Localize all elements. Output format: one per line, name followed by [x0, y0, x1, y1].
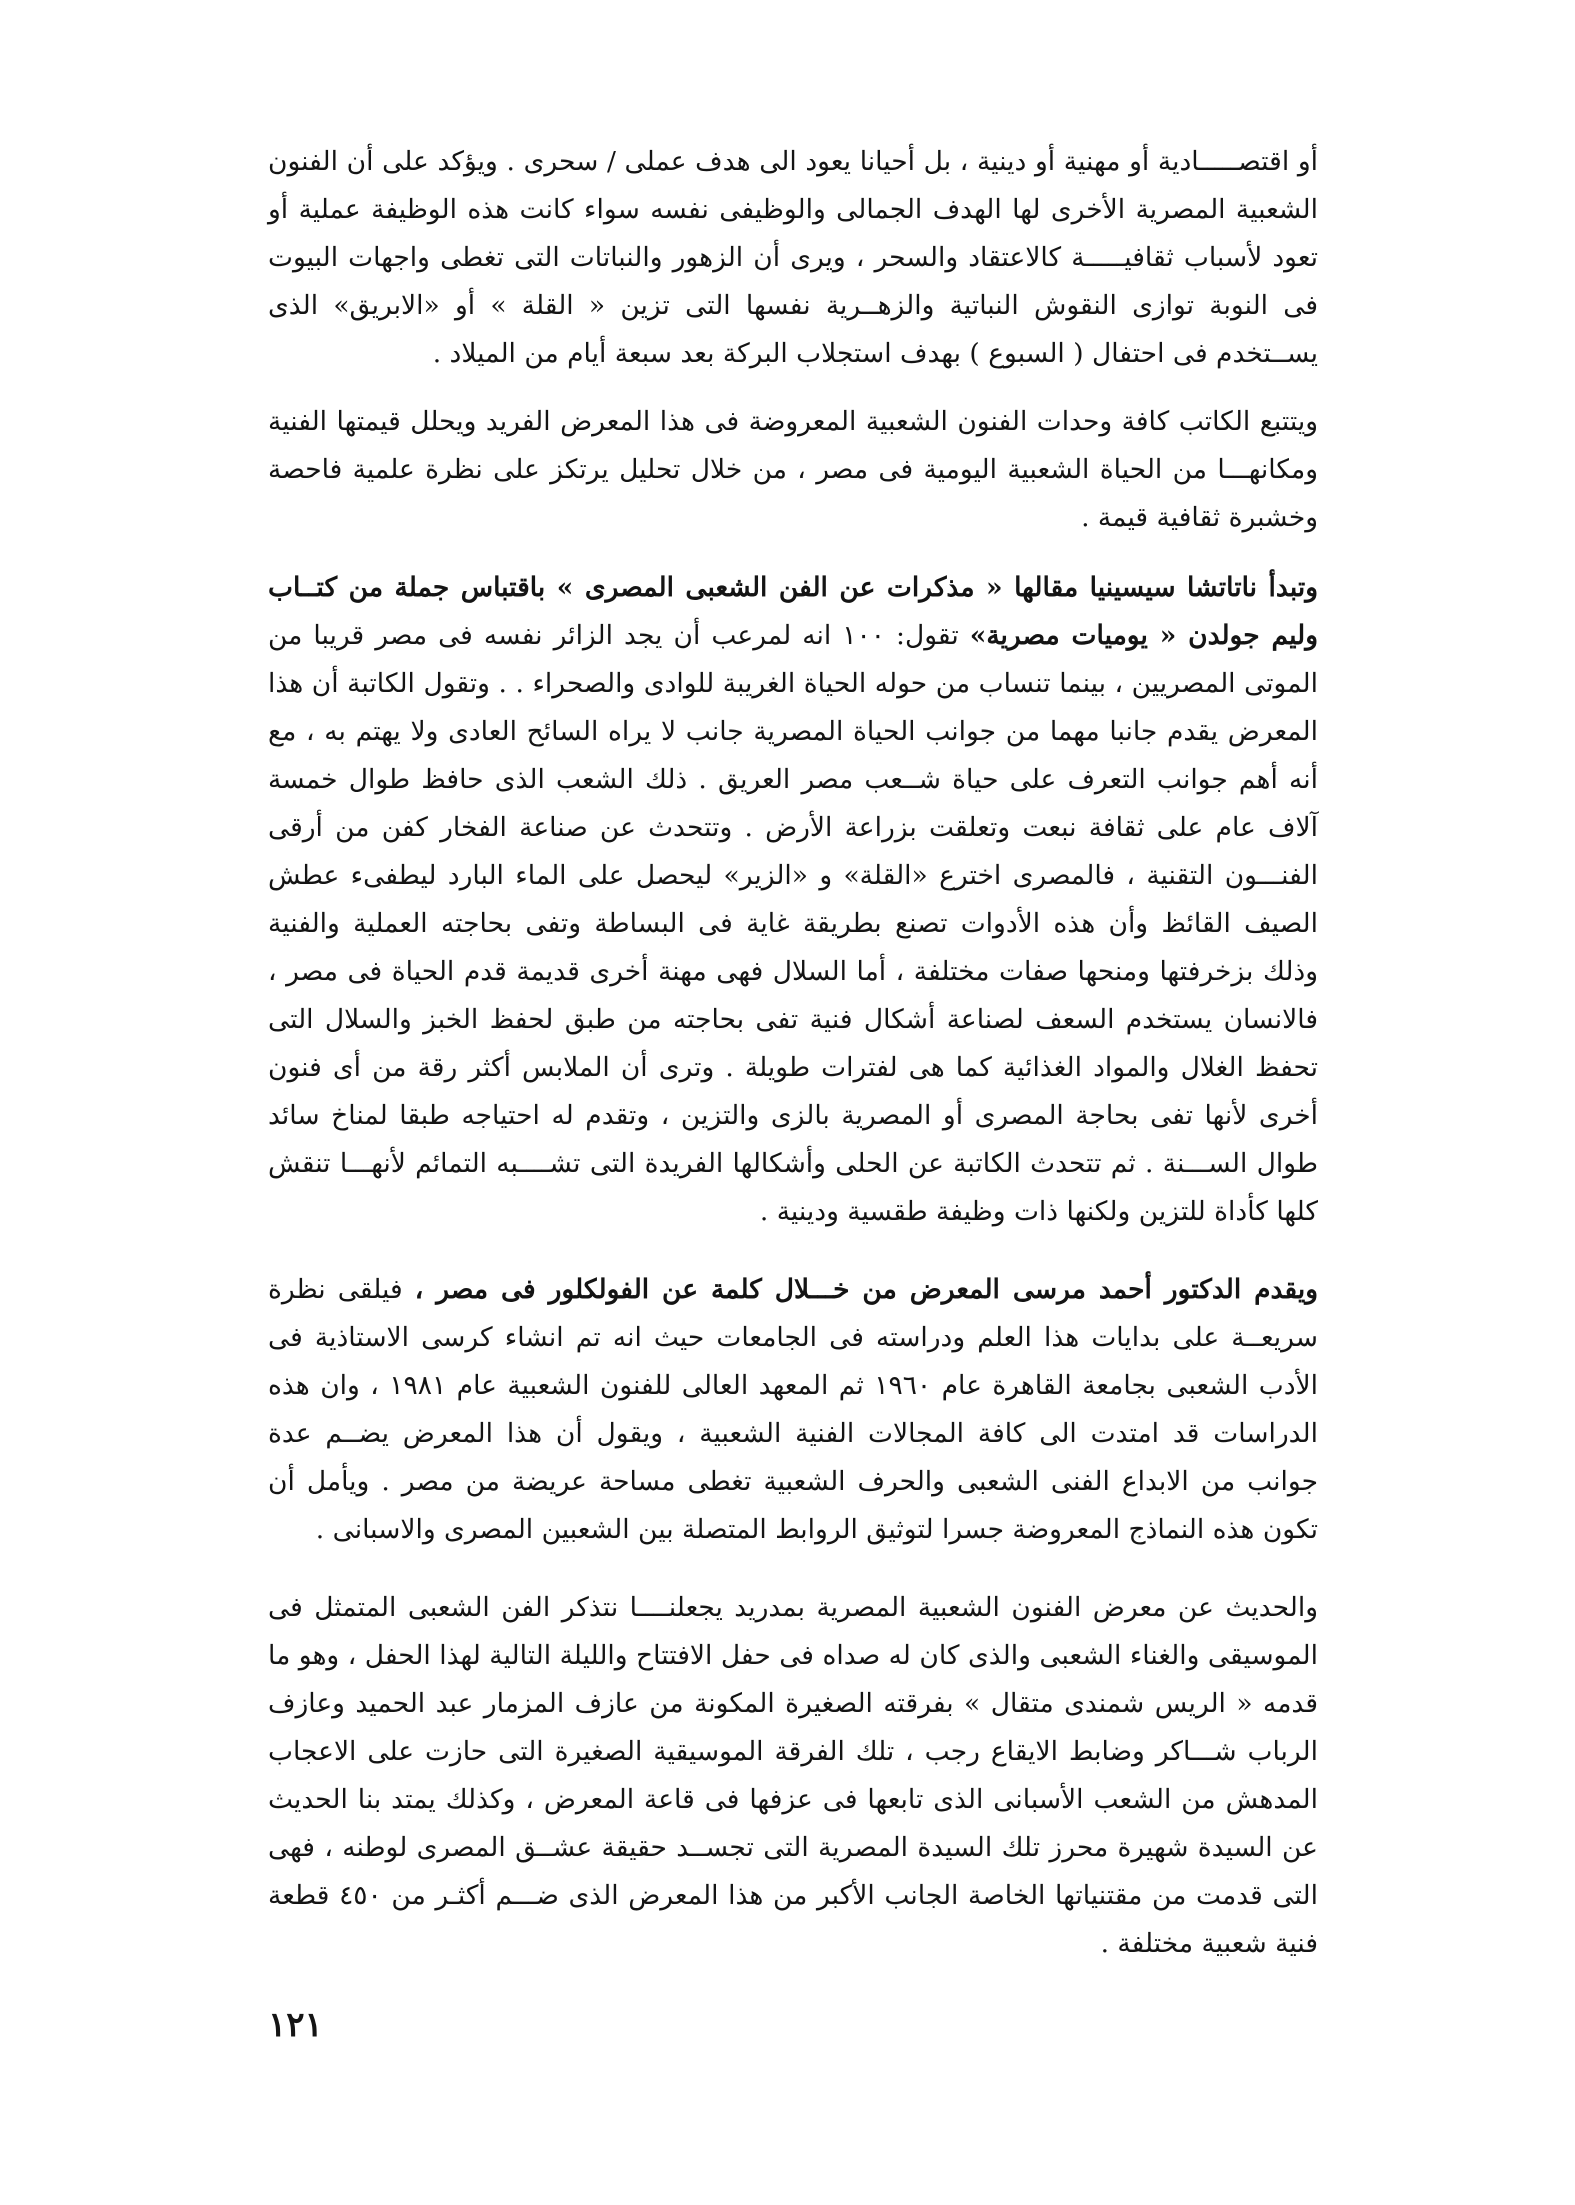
paragraph-2-text: ويتتبع الكاتب كافة وحدات الفنون الشعبية المعروضة فى هذا المعرض الفريد ويحلل قيمتها الفنية ومكانهـــا من الحياة الشعبية اليومية فى مصر ، من خلال تحليل يرتكز على نظرة علمية فاحصة وخشبرة ثقافية قيمة .	[268, 406, 1318, 533]
paragraph-3-text: تقول: ١٠٠ انه لمرعب أن يجد الزائر نفسه فى مصر قريبا من الموتى المصريين ، بينما تنساب من حوله الحياة الغريبة للوادى والصحراء . . وتقول الكاتبة أن هذا المعرض يقدم جانبا مهما من جوانب الحياة المصرية جانب لا يراه السائح العادى ولا يهتم به ، مع أنه أهم جوانب التعرف على حياة شــعب مصر العريق . ذلك الشعب الذى حافظ طوال خمسة آلاف عام على ثقافة نبعت وتعلقت بزراعة الأرض . وتتحدث عن صناعة الفخار كفن من أرقى الفنـــون التقنية ، فالمصرى اخترع «القلة» و «الزير» ليحصل على الماء البارد ليطفىء عطش الصيف القائظ وأن هذه الأدوات تصنع بطريقة غاية فى البساطة وتفى بحاجته العملية والفنية وذلك بزخرفتها ومنحها صفات مختلفة ، أما السلال فهى مهنة أخرى قديمة قدم الحياة فى مصر ، فالانسان يستخدم السعف لصناعة أشكال فنية تفى بحاجته من طبق لحفظ الخبز والسلال التى تحفظ الغلال والمواد الغذائية كما هى لفترات طويلة . وترى أن الملابس أكثر رقة من أى فنون أخرى لأنها تفى بحاجة المصرى أو المصرية بالزى والتزين ، وتقدم له احتياجه طبقا لمناخ سائد طوال الســـنة . ثم تتحدث الكاتبة عن الحلى وأشكالها الفريدة التى تشــــبه التمائم لأنهـــا تنقش كلها كأداة للتزين ولكنها ذات وظيفة طقسية ودينية .	[268, 620, 1318, 1227]
paragraph-3-lead: وتبدأ ناتاتشا سيسينيا مقالها « مذكرات عن الفن الشعبى المصرى » باقتباس جملة من كتــاب وليم جولدن « يوميات مصرية»	[268, 572, 1318, 651]
paragraph-3	[268, 564, 1318, 1236]
text-column	[268, 138, 1318, 1990]
page-number: ١٢١	[268, 2005, 323, 2045]
paragraph-5-text: والحديث عن معرض الفنون الشعبية المصرية بمدريد يجعلنــــا نتذكر الفن الشعبى المتمثل فى الموسيقى والغناء الشعبى والذى كان له صداه فى حفل الافتتاح والليلة التالية لهذا الحفل ، وهو ما قدمه « الريس شمندى متقال » بفرقته الصغيرة المكونة من عازف المزمار عبد الحميد وعازف الرباب شـــاكر وضابط الايقاع رجب ، تلك الفرقة الموسيقية الصغيرة التى حازت على الاعجاب المدهش من الشعب الأسبانى الذى تابعها فى عزفها فى قاعة المعرض ، وكذلك يمتد بنا الحديث عن السيدة شهيرة محرز تلك السيدة المصرية التى تجســد حقيقة عشــق المصرى لوطنه ، فهى التى قدمت من مقتنياتها الخاصة الجانب الأكبر من هذا المعرض الذى ضـــم أكثـر من ٤٥٠ قطعة فنية شعبية مختلفة .	[268, 1592, 1318, 1959]
paragraph-5	[268, 1584, 1318, 1968]
paragraph-4	[268, 1266, 1318, 1554]
paragraph-4-text: فيلقى نظرة سريعــة على بدايات هذا العلم ودراسته فى الجامعات حيث انه تم انشاء كرسى الاستاذية فى الأدب الشعبى بجامعة القاهرة عام ١٩٦٠ ثم المعهد العالى للفنون الشعبية عام ١٩٨١ ، وان هذه الدراسات قد امتدت الى كافة المجالات الفنية الشعبية ، ويقول أن هذا المعرض يضــم عدة جوانب من الابداع الفنى الشعبى والحرف الشعبية تغطى مساحة عريضة من مصر . ويأمل أن تكون هذه النماذج المعروضة جسرا لتوثيق الروابط المتصلة بين الشعبين المصرى والاسبانى .	[268, 1274, 1318, 1545]
paragraph-1-text: أو اقتصـــــادية أو مهنية أو دينية ، بل أحيانا يعود الى هدف عملى / سحرى . ويؤكد على أن الفنون الشعبية المصرية الأخرى لها الهدف الجمالى والوظيفى نفسه سواء كانت هذه الوظيفة عملية أو تعود لأسباب ثقافيـــــة كالاعتقاد والسحر ، ويرى أن الزهور والنباتات التى تغطى واجهات البيوت فى النوبة توازى النقوش النباتية والزهــرية نفسها التى تزين « القلة » أو «الابريق» الذى يســتخدم فى احتفال ( السبوع ) بهدف استجلاب البركة بعد سبعة أيام من الميلاد .	[268, 146, 1318, 369]
paragraph-1	[268, 138, 1318, 378]
paragraph-4-lead: ويقدم الدكتور أحمد مرسى المعرض من خـــلال كلمة عن الفولكلور فى مصر ،	[414, 1274, 1318, 1305]
paragraph-2	[268, 398, 1318, 542]
